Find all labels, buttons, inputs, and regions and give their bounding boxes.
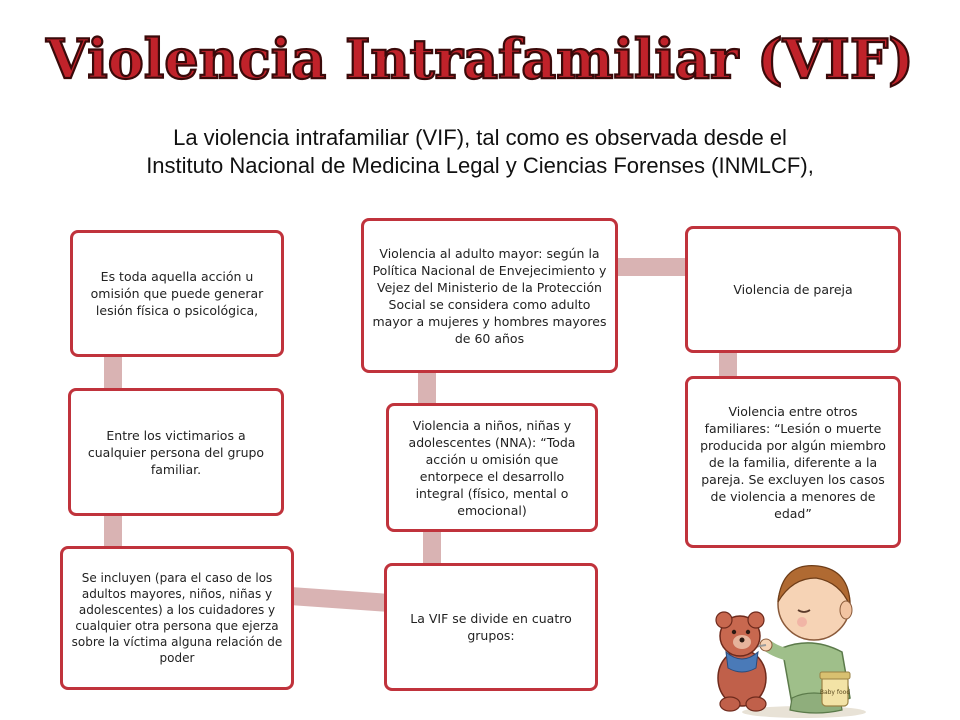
connector-perpetrators-includes xyxy=(104,514,122,550)
page-title xyxy=(0,18,960,96)
connector-children-elderly xyxy=(418,371,436,407)
subtitle xyxy=(40,124,920,180)
subtitle-line-1: La violencia intrafamiliar (VIF), tal como es observada desde el xyxy=(173,125,787,150)
box-includes xyxy=(60,546,294,690)
box-elderly xyxy=(361,218,618,373)
box-definition xyxy=(70,230,284,357)
box-perpetrators-text: Entre los victimarios a cualquier persona del grupo familiar. xyxy=(87,427,265,477)
box-groups-text: La VIF se divide en cuatro grupos: xyxy=(410,611,572,643)
box-other-family xyxy=(685,376,901,548)
title-text: Violencia Intrafamiliar (VIF) xyxy=(46,27,914,91)
connector-includes-groups xyxy=(289,587,390,612)
box-definition-text: Es toda aquella acción u omisión que puede generar lesión física o psicológica, xyxy=(90,269,264,318)
jar-label: Baby food xyxy=(819,689,851,696)
connector-elderly-partner xyxy=(615,258,689,276)
box-groups xyxy=(384,563,598,691)
box-other-family-text: Violencia entre otros familiares: “Lesión o muerte producida por algún miembro de la familia, diferente a la pareja. Se excluyen los casos de violencia a menores de edad” xyxy=(700,403,886,521)
box-perpetrators xyxy=(68,388,284,516)
connector-definition-perpetrators xyxy=(104,355,122,391)
box-children-text: Violencia a niños, niñas y adolescentes (NNA): “Toda acción u omisión que entorpece el desarrollo integral (físico, mental o emocional) xyxy=(408,417,576,518)
child-feeding-teddy-bear-illustration xyxy=(712,548,872,720)
subtitle-line-2: Instituto Nacional de Medicina Legal y Ciencias Forenses (INMLCF), xyxy=(146,153,814,178)
box-elderly-text: Violencia al adulto mayor: según la Política Nacional de Envejecimiento y Vejez del Ministerio de la Protección Social se considera como adulto mayor a mujeres y hombres mayores de 60 años xyxy=(372,245,607,346)
title-graphic xyxy=(0,18,960,96)
child-teddy-icon xyxy=(712,548,872,720)
connector-groups-children xyxy=(423,530,441,566)
box-includes-text: Se incluyen (para el caso de los adultos mayores, niños, niñas y adolescentes) a los cuidadores y cualquier otra persona que ejerza sobre la víctima alguna relación de poder xyxy=(71,571,283,665)
box-children xyxy=(386,403,598,532)
box-partner xyxy=(685,226,901,353)
box-partner-text: Violencia de pareja xyxy=(733,282,853,297)
